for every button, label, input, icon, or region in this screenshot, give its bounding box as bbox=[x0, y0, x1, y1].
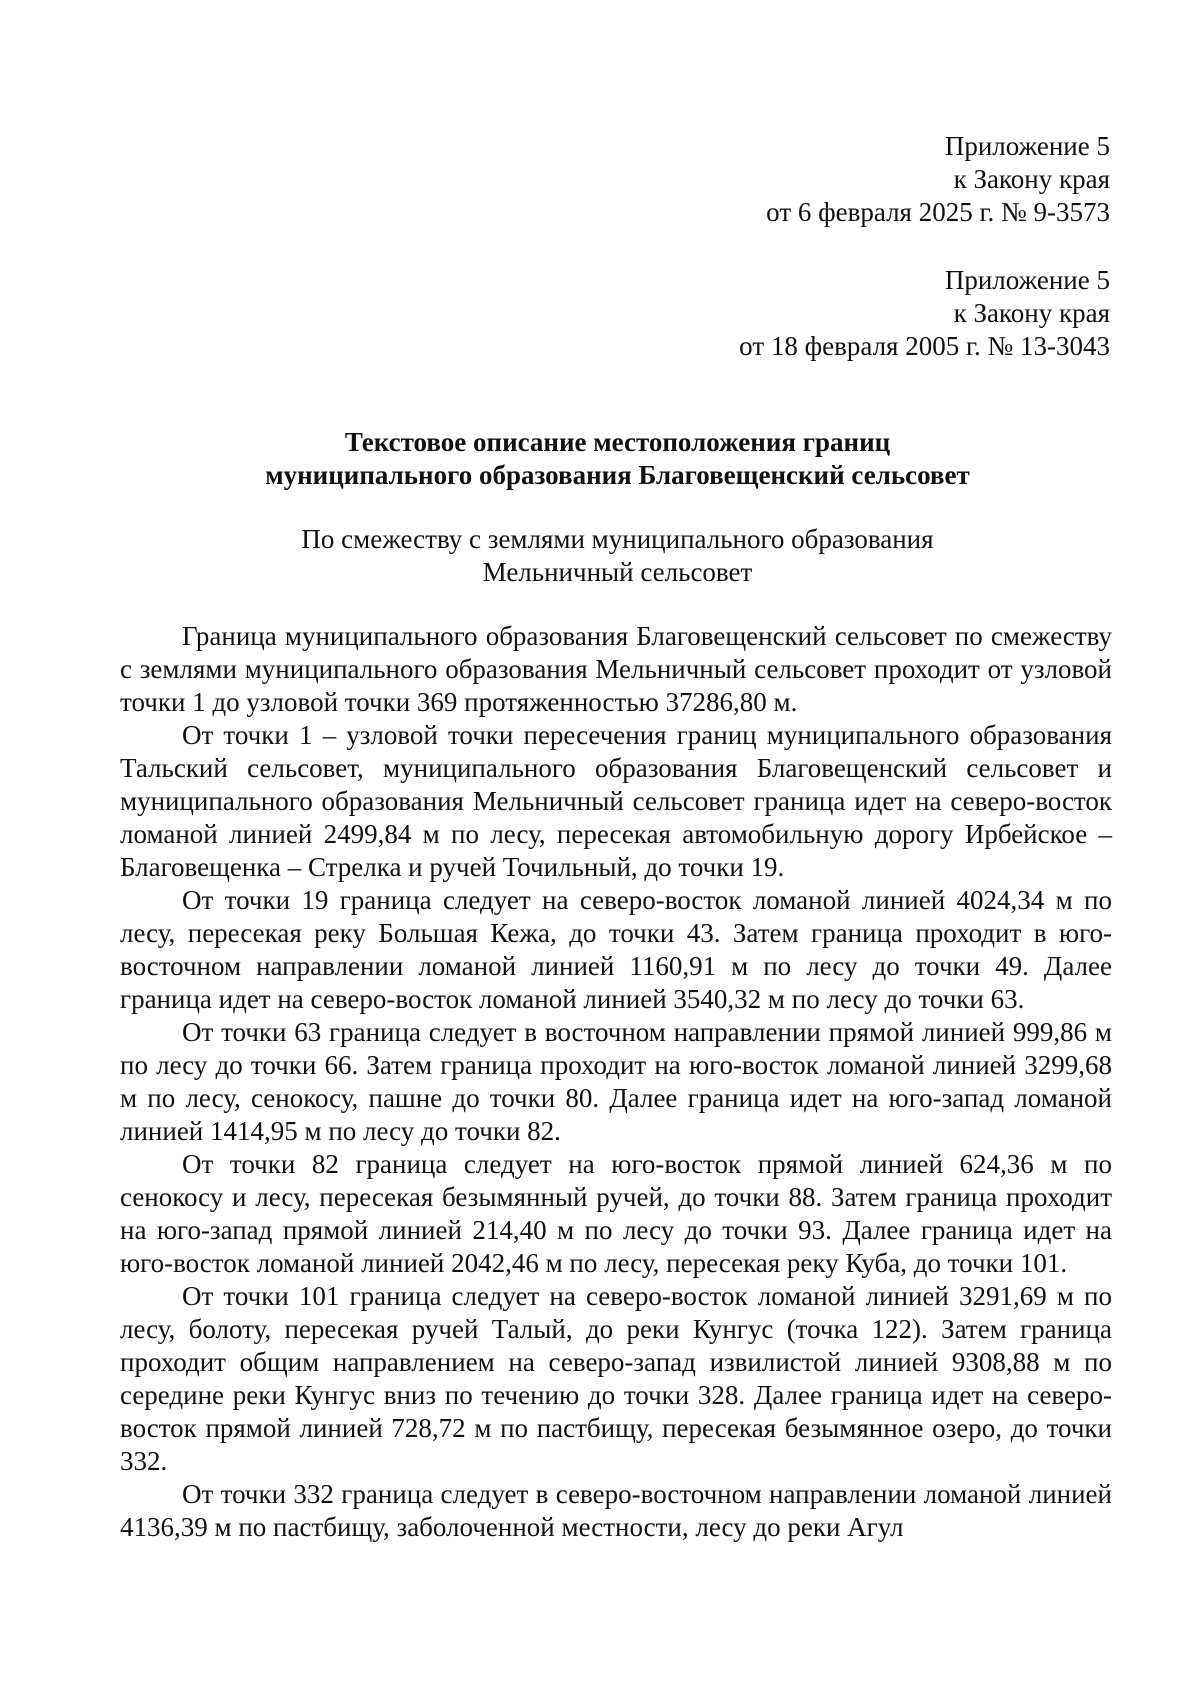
appendix-law-date: от 18 февраля 2005 г. № 13-3043 bbox=[739, 331, 1110, 361]
paragraph: От точки 101 граница следует на северо-восток ломаной линией 3291,69 м по лесу, болоту, пересекая ручей Талый, до реки Кунгус (точка 122). Затем граница проходит общим направлением на северо-запад извилистой линией 9308,88 м по середине реки Кунгус вниз по течению до точки 328. Далее граница идет на северо-восток прямой линией 728,72 м по пастбищу, пересекая безымянное озеро, до точки 332. bbox=[120, 1281, 1112, 1476]
appendix-header-original bbox=[739, 264, 1110, 363]
appendix-law-ref: к Закону края bbox=[953, 164, 1110, 194]
paragraph: От точки 82 граница следует на юго-восток прямой линией 624,36 м по сенокосу и лесу, пересекая безымянный ручей, до точки 88. Затем граница проходит на юго-запад прямой линией 214,40 м по лесу до точки 93. Далее граница идет на юго-восток ломаной линией 2042,46 м по лесу, пересекая реку Куба, до точки 101. bbox=[120, 1149, 1112, 1278]
paragraph: От точки 63 граница следует в восточном направлении прямой линией 999,86 м по лесу до точки 66. Затем граница проходит на юго-восток ломаной линией 3299,68 м по лесу, сенокосу, пашне до точки 80. Далее граница идет на юго-запад ломаной линией 1414,95 м по лесу до точки 82. bbox=[120, 1017, 1112, 1146]
title-line: Текстовое описание местоположения границ bbox=[344, 427, 891, 457]
paragraph: Граница муниципального образования Благовещенский сельсовет по смежеству с землями муниципального образования Мельничный сельсовет проходит от узловой точки 1 до узловой точки 369 протяженностью 37286,80 м. bbox=[120, 621, 1112, 717]
appendix-header-current bbox=[766, 130, 1110, 229]
appendix-number: Приложение 5 bbox=[944, 131, 1110, 161]
document-title bbox=[120, 426, 1115, 492]
section-heading-line: По смежеству с землями муниципального образования bbox=[301, 524, 934, 554]
section-heading-line: Мельничный сельсовет bbox=[482, 557, 753, 587]
paragraph: От точки 19 граница следует на северо-восток ломаной линией 4024,34 м по лесу, пересекая реку Большая Кежа, до точки 43. Затем граница проходит в юго-восточном направлении ломаной линией 1160,91 м по лесу до точки 49. Далее граница идет на северо-восток ломаной линией 3540,32 м по лесу до точки 63. bbox=[120, 885, 1112, 1014]
appendix-law-date: от 6 февраля 2025 г. № 9-3573 bbox=[766, 197, 1110, 227]
appendix-law-ref: к Закону края bbox=[953, 298, 1110, 328]
document-body bbox=[120, 620, 1112, 1544]
appendix-number: Приложение 5 bbox=[944, 265, 1110, 295]
title-line: муниципального образования Благовещенский сельсовет bbox=[265, 460, 970, 490]
paragraph: От точки 1 – узловой точки пересечения границ муниципального образования Тальский сельсовет, муниципального образования Благовещенский сельсовет и муниципального образования Мельничный сельсовет граница идет на северо-восток ломаной линией 2499,84 м по лесу, пересекая автомобильную дорогу Ирбейское – Благовещенка – Стрелка и ручей Точильный, до точки 19. bbox=[120, 720, 1112, 882]
paragraph: От точки 332 граница следует в северо-восточном направлении ломаной линией 4136,39 м по пастбищу, заболоченной местности, лесу до реки Агул bbox=[120, 1479, 1112, 1542]
section-heading bbox=[120, 523, 1115, 589]
